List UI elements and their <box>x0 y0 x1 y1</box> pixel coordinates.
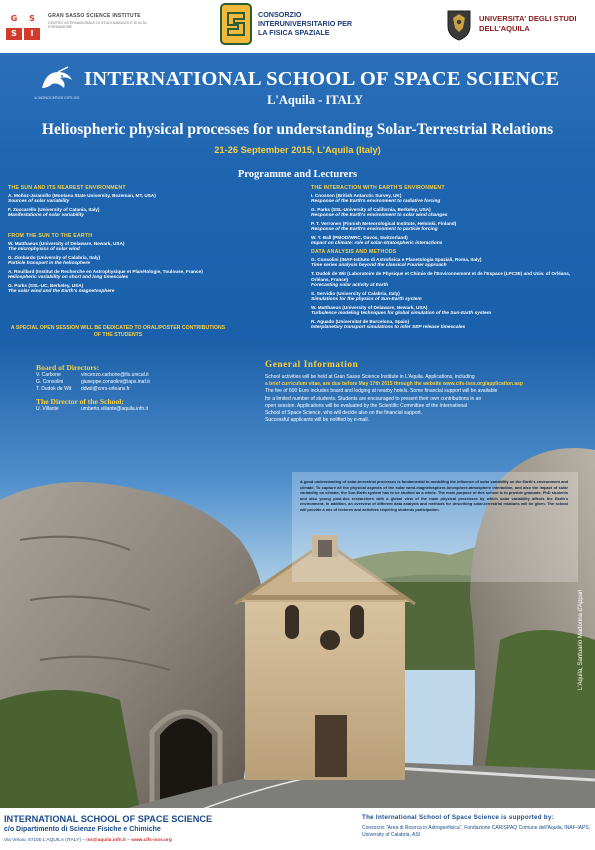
lecture-title: Sources of solar variability <box>8 199 70 204</box>
general-info-line: The fee of 600 Euro includes board and lodging at nearby hotels. Some financial support will be available <box>265 388 498 395</box>
lecture-title: Impact on climate: role of solar-stratospheric interactions <box>311 241 443 246</box>
lecture-title: Manifestations of solar variability <box>8 213 84 218</box>
lecture-title: Response of the Earth's environment to particle forcing <box>311 227 438 232</box>
lecturer-name: T. Dudok de Wit (Laboratoire de Physique et Chimie de l'Environnement et de l'Espace (LPC2E) and Univ. of Orléans, Orléans, France) <box>311 271 571 282</box>
board-heading: Board of Directors: <box>36 363 100 372</box>
lecture-title: Turbulence modeling techniques for global simulation of the Sun-Earth system <box>311 311 492 316</box>
monoceros-logo-icon <box>38 66 76 94</box>
university-crest-icon <box>445 8 473 42</box>
lecturer-name: G. Consolini (INAF-Istituto di Astrofisica e Planetologia Spaziali, Roma, Italy) <box>311 257 482 262</box>
lecturer-name: W. Matthaeus (University of Delaware, Newark, USA) <box>311 305 428 310</box>
director-name: G. Consolini <box>36 379 64 385</box>
gssi-subtitle: CENTRO INTERNAZIONALE DI STUDI AVANZATI E DI ALTA FORMAZIONE <box>48 21 147 29</box>
sponsor-list: Consorzio "Area di Ricerca in Astrogeofisica", Fondazione CARISPAQ Comune dell'Aquila, INAF-IAPS, University of Calabria, ASI <box>362 825 591 838</box>
sponsor-heading: The International School of Space Science is supported by: <box>362 814 555 821</box>
gssi-text <box>48 13 168 29</box>
gssi-initial-s2: S <box>6 28 22 40</box>
lecture-title: Heliospheric variability on short and long timescales <box>8 275 129 280</box>
footer-address-line: Via Vetoio, 67100 L'AQUILA (ITALY) – iss@aquila.infn.it – www.cifs-isss.org <box>4 838 172 843</box>
footer-website[interactable]: www.cifs-isss.org <box>131 838 172 843</box>
board-of-directors <box>36 363 236 413</box>
general-info-line: Successful applicants will be notified by e-mail. <box>265 417 369 424</box>
cifs-logo-icon <box>220 3 252 45</box>
lecturer-name: G. Zimbardo (University of Calabria, Italy) <box>8 255 101 260</box>
lecture-title: Response of the Earth's environment to solar wind changes <box>311 213 448 218</box>
photo-caption: L'Aquila, Santuario Madonna d'Appari <box>578 589 584 690</box>
section-heading: THE INTERACTION WITH EARTH'S ENVIRONMENT <box>311 185 445 191</box>
school-logo-caption: IL MONOCEROS CIFS ISS <box>34 96 80 100</box>
gssi-initial-s1: S <box>29 14 35 23</box>
general-info-deadline-line[interactable]: a brief curriculum vitae, are due before May 17th 2015 through the website www.cifs-isss.org/application.asp <box>265 381 523 388</box>
school-director-entry <box>36 406 236 413</box>
school-location: L'Aquila - ITALY <box>267 93 363 107</box>
director-email[interactable]: vincenzo.carbone@fis.unical.it <box>81 372 149 378</box>
lecturer-name: P. T. Verronen (Finnish Meteorological Institute, Helsinki, Finland) <box>311 221 457 226</box>
conference-dates: 21-26 September 2015, L'Aquila (Italy) <box>214 145 381 155</box>
lecture-title: Simulations for the physics of Sun-Earth system <box>311 297 422 302</box>
programme-right-column <box>311 185 587 333</box>
director-entry <box>36 386 236 393</box>
programme-left-column <box>8 185 248 297</box>
director-email[interactable]: giuseppe.consolini@iaps.inaf.it <box>81 379 150 385</box>
gssi-initial-g: G <box>10 14 18 23</box>
university-text: UNIVERSITA' DEGLI STUDI DELL'AQUILA <box>479 14 577 33</box>
general-info-text <box>265 374 565 424</box>
cifs-text: CONSORZIO INTERUNIVERSITARIO PER LA FISICA SPAZIALE <box>258 10 353 37</box>
programme-title: Programme and Lecturers <box>237 169 358 180</box>
section-heading: THE SUN AND ITS NEAREST ENVIRONMENT <box>8 185 126 191</box>
section-heading: DATA ANALYSIS AND METHODS <box>311 249 397 255</box>
director-entry <box>36 372 236 379</box>
director-entry <box>36 379 236 386</box>
gssi-logo <box>6 13 42 41</box>
lecturer-name: A. Moñoz-Jaramillo (Montana State University, Bozeman, MT, USA) <box>8 193 156 198</box>
footer-subtitle: c/o Dipartimento di Scienze Fisiche e Chimiche <box>4 826 161 833</box>
director-name: V. Carbone <box>36 372 61 378</box>
special-session-note: A SPECIAL OPEN SESSION WILL BE DEDICATED TO ORAL/POSTER CONTRIBUTIONS OF THE STUDENTS <box>10 325 226 338</box>
school-title: INTERNATIONAL SCHOOL OF SPACE SCIENCE <box>84 68 560 90</box>
lecturer-name: R. Aguado (Universitat de Barcelona, Spain) <box>311 319 410 324</box>
general-info-heading: General Information <box>265 359 359 369</box>
lecturer-name: G. Parks (SSL-University of California, Berkeley, USA) <box>311 207 431 212</box>
general-info-line: School of Space Science, who will decide also on the financial support. <box>265 410 423 417</box>
director-email[interactable]: ddwit@cnrs-orleans.fr <box>81 386 130 392</box>
general-info-line: School activities will be held at Gran Sasso Science Institute in L'Aquila. Applications, including <box>265 374 475 380</box>
lecturer-name: A. Rouillard (Institut de Recherche en Astrophysique et Planétologie, Toulouse, France) <box>8 269 203 274</box>
lecture-title: The microphysics of solar wind <box>8 247 80 252</box>
gssi-name: GRAN SASSO SCIENCE INSTITUTE <box>48 13 141 19</box>
lecturer-name: W. Matthaeus (University of Delaware, Newark, USA) <box>8 241 125 246</box>
lecture-title: Particle transport in the heliosphere <box>8 261 91 266</box>
lecturer-name: G. Parks (SSL-UC, Berkeley, USA) <box>8 283 84 288</box>
footer-address: Via Vetoio, 67100 L'AQUILA (ITALY) – <box>4 838 85 843</box>
lecture-title: Time series analysis beyond the classical Fourier approach <box>311 263 447 268</box>
general-info-line: for a limited number of students. Students are encouraged to present their own contributions in an <box>265 395 482 402</box>
section-heading: FROM THE SUN TO THE EARTH <box>8 233 93 239</box>
lecture-title: Forecasting solar activity at Earth <box>311 283 389 288</box>
footer-title: INTERNATIONAL SCHOOL OF SPACE SCIENCE <box>4 814 213 824</box>
lecturer-name: I. Cnossen (British Antarctic Survey, UK) <box>311 193 402 198</box>
lecture-title: Interplanetary transport simulations to infer SEP release timescales <box>311 325 466 330</box>
director-name: T. Dudok de Wit <box>36 386 72 392</box>
lecturer-name: W. T. Ball (PMOD/WRC, Davos, Switzerland) <box>311 235 408 240</box>
school-director-name: U. Villante <box>36 406 59 412</box>
school-abstract: A good understanding of solar-terrestrial processes is fundamental to modelling the influence of solar variability on the Earth's environment and climate. To capture all the physical aspects of the solar wind-magnetosphere-ionosphere-atmosphere interaction, and also the impact of solar variability on climate, the Sun-Earth system has to be studied as a whole. The main purpose of this school is to provide graduate, PhD students and also young post-doc researchers with a global view of the main physical processes by which solar variability affects the Earth's environment. In addition, an overview of different data analysis and methods for describing solar-terrestrial relations will be given. The school will provide a mix of lectures and activities requiring students participation. <box>300 479 568 512</box>
school-director-heading: The Director of the School: <box>36 397 124 406</box>
lecture-title: Response of the Earth's environment to radiative forcing <box>311 199 441 204</box>
footer-email[interactable]: iss@aquila.infn.it <box>86 838 126 843</box>
lecturer-name: F. Zuccarello (University of Catania, Italy) <box>8 207 100 212</box>
lecturer-name: S. Servidio (University of Calabria, Italy) <box>311 291 400 296</box>
gssi-initial-i: I <box>24 28 40 40</box>
lecture-title: The solar wind and the Earth's magnetosphere <box>8 289 115 294</box>
general-info-line: open session. Applications will be evaluated by the Scientific Committee of the International <box>265 402 468 409</box>
conference-title: Heliospheric physical processes for understanding Solar-Terrestrial Relations <box>41 121 554 138</box>
school-director-email[interactable]: umberto.villante@aquila.infn.it <box>81 406 149 412</box>
